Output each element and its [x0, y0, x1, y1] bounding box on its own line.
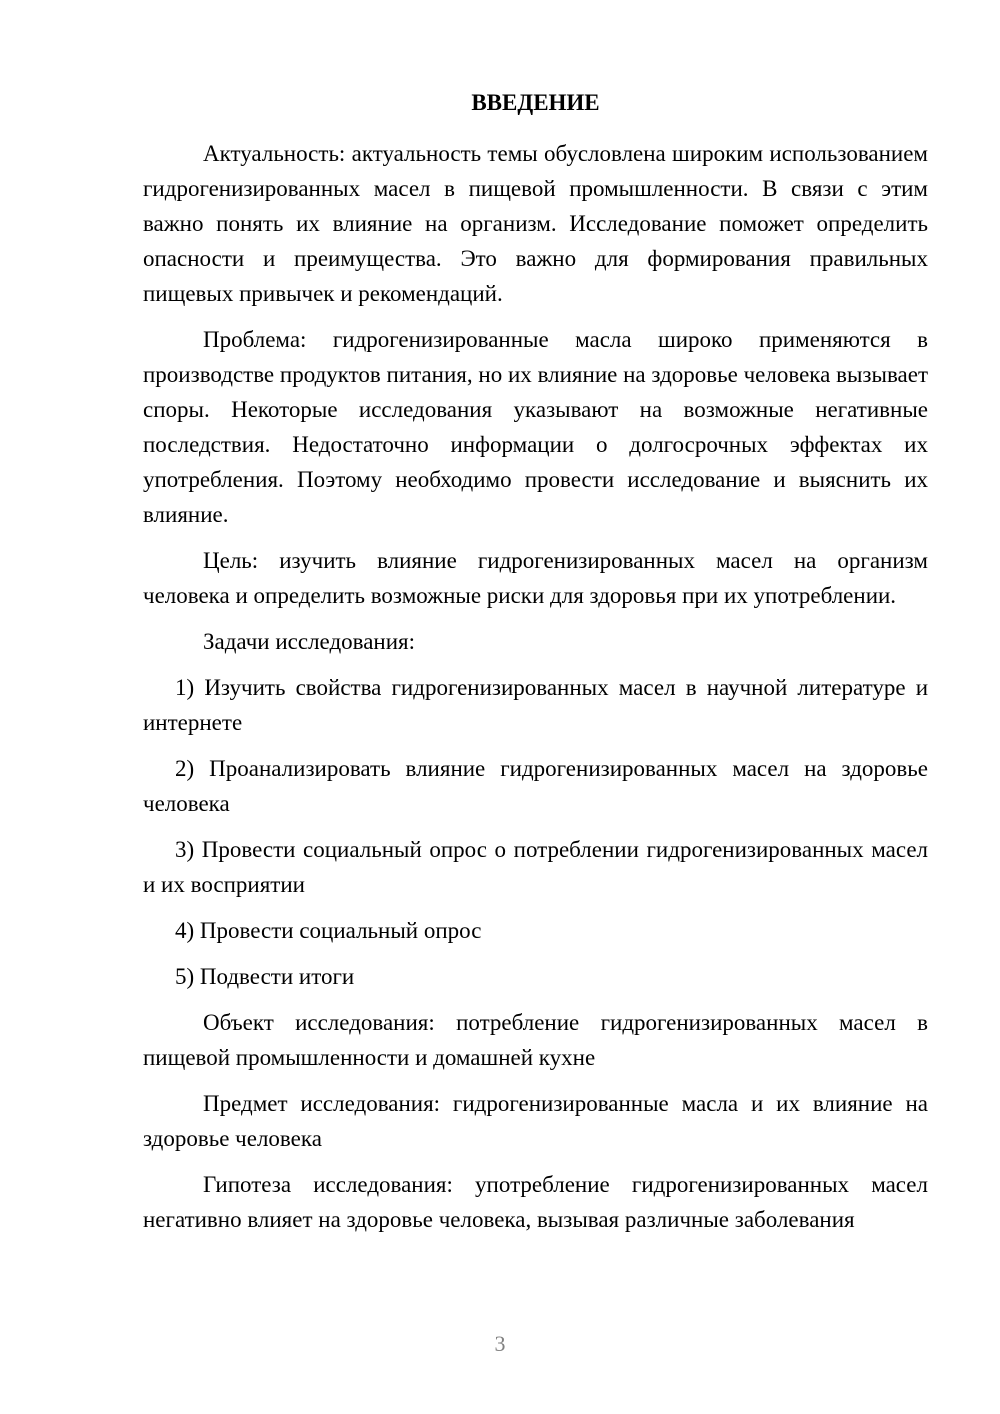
- task-item-2: 2) Проанализировать влияние гидрогенизированных масел на здоровье человека: [143, 756, 928, 816]
- object-paragraph: Объект исследования: потребление гидрогенизированных масел в пищевой промышленности и домашней кухне: [143, 1010, 928, 1070]
- task-item-5: 5) Подвести итоги: [175, 964, 355, 989]
- problem-paragraph: Проблема: гидрогенизированные масла широко применяются в производстве продуктов питания, но их влияние на здоровье человека вызывает споры. Некоторые исследования указывают на возможные негативные последствия. Недостаточно информации о долгосрочных эффектах их употребления. Поэтому необходимо провести исследование и выяснить их влияние.: [143, 327, 928, 527]
- section-title: ВВЕДЕНИЕ: [471, 90, 600, 115]
- subject-paragraph: Предмет исследования: гидрогенизированные масла и их влияние на здоровье человека: [143, 1091, 928, 1151]
- page-number: 3: [494, 1331, 506, 1356]
- hypothesis-paragraph: Гипотеза исследования: употребление гидрогенизированных масел негативно влияет на здоровье человека, вызывая различные заболевания: [143, 1172, 928, 1232]
- tasks-heading: Задачи исследования:: [203, 629, 416, 654]
- goal-paragraph: Цель: изучить влияние гидрогенизированных масел на организм человека и определить возможные риски для здоровья при их употреблении.: [143, 548, 928, 608]
- task-item-1: 1) Изучить свойства гидрогенизированных масел в научной литературе и интернете: [143, 675, 928, 735]
- task-item-4: 4) Провести социальный опрос: [175, 918, 482, 943]
- task-item-3: 3) Провести социальный опрос о потреблении гидрогенизированных масел и их восприятии: [143, 837, 928, 897]
- relevance-paragraph: Актуальность: актуальность темы обусловлена широким использованием гидрогенизированных масел в пищевой промышленности. В связи с этим важно понять их влияние на организм. Исследование поможет определить опасности и преимущества. Это важно для формирования правильных пищевых привычек и рекомендаций.: [143, 141, 928, 306]
- page-content: [143, 88, 928, 1248]
